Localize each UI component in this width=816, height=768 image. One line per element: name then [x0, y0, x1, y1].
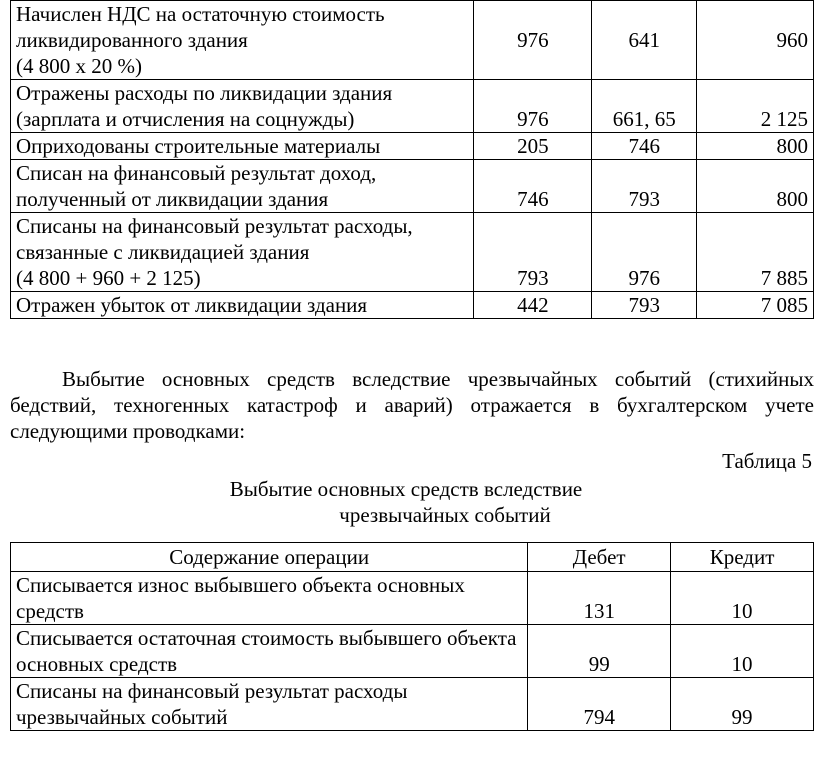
operation-cell: Отражены расходы по ликвидации здания (зарплата и отчисления на соцнужды) [11, 80, 474, 133]
credit-cell: 746 [592, 133, 697, 160]
header-operation: Содержание операции [11, 543, 528, 572]
operation-cell: Отражен убыток от ликвидации здания [11, 292, 474, 319]
table-row [11, 292, 814, 319]
table-caption-line1: Выбытие основных средств вследствие [229, 477, 583, 501]
operation-cell: Начислен НДС на остаточную стоимость ликвидированного здания (4 800 х 20 %) [11, 1, 474, 80]
emergency-disposal-table [10, 542, 814, 731]
debit-cell: 442 [474, 292, 592, 319]
credit-cell: 99 [671, 678, 814, 731]
table-row [11, 572, 814, 625]
debit-cell: 99 [528, 625, 671, 678]
credit-cell: 976 [592, 213, 697, 292]
credit-cell: 10 [671, 625, 814, 678]
table-row [11, 133, 814, 160]
body-paragraph: Выбытие основных средств вследствие чрезвычайных событий (стихийных бедствий, техногенных катастроф и аварий) отражается в бухгалтерском учете следующими проводками: [10, 367, 814, 443]
sum-cell: 2 125 [697, 80, 814, 133]
operation-cell: Оприходованы строительные материалы [11, 133, 474, 160]
table-row [11, 80, 814, 133]
credit-cell: 10 [671, 572, 814, 625]
table-header-row [11, 543, 814, 572]
credit-cell: 793 [592, 160, 697, 213]
debit-cell: 131 [528, 572, 671, 625]
table-caption-line2: чрезвычайных событий [339, 503, 551, 527]
table-row [11, 625, 814, 678]
sum-cell: 7 885 [697, 213, 814, 292]
table-row [11, 678, 814, 731]
debit-cell: 794 [528, 678, 671, 731]
credit-cell: 793 [592, 292, 697, 319]
operation-cell: Списаны на финансовый результат расходы, связанные с ликвидацией здания (4 800 + 960 + 2 125) [11, 213, 474, 292]
liquidation-entries-table [10, 0, 814, 319]
sum-cell: 7 085 [697, 292, 814, 319]
table-row [11, 160, 814, 213]
debit-cell: 205 [474, 133, 592, 160]
debit-cell: 746 [474, 160, 592, 213]
debit-cell: 793 [474, 213, 592, 292]
debit-cell: 976 [474, 80, 592, 133]
sum-cell: 960 [697, 1, 814, 80]
operation-cell: Списывается износ выбывшего объекта основных средств [11, 572, 528, 625]
sum-cell: 800 [697, 133, 814, 160]
table-number-label: Таблица 5 [722, 449, 812, 473]
operation-cell: Списаны на финансовый результат расходы чрезвычайных событий [11, 678, 528, 731]
operation-cell: Списывается остаточная стоимость выбывшего объекта основных средств [11, 625, 528, 678]
header-debit: Дебет [528, 543, 671, 572]
header-credit: Кредит [671, 543, 814, 572]
debit-cell: 976 [474, 1, 592, 80]
credit-cell: 661, 65 [592, 80, 697, 133]
credit-cell: 641 [592, 1, 697, 80]
table-row [11, 213, 814, 292]
sum-cell: 800 [697, 160, 814, 213]
table-row [11, 1, 814, 80]
operation-cell: Списан на финансовый результат доход, полученный от ликвидации здания [11, 160, 474, 213]
